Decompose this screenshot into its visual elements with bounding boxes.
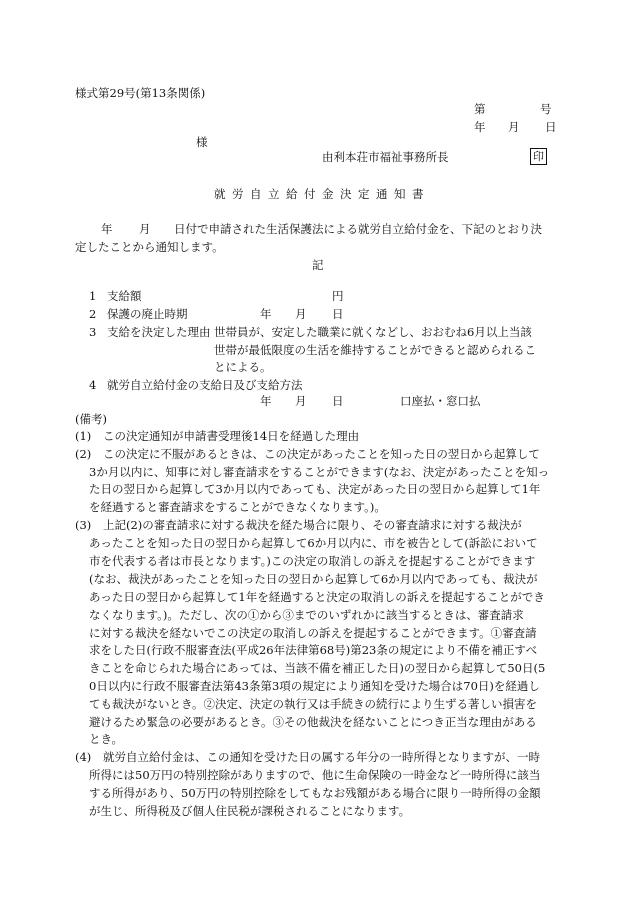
doc-number-prefix: 第 bbox=[474, 102, 486, 116]
remark-3-line: 避けるため緊急の必要があるとき。③その他裁決を経ないことにつき正当な理由がある bbox=[89, 715, 537, 729]
remark-2-line: 3か月以内に、知事に対し審査請求をすることができます(なお、決定があったことを知っ bbox=[89, 465, 550, 479]
item-2-number: 2 bbox=[89, 307, 97, 321]
item-2-month: 月 bbox=[295, 307, 307, 321]
remark-2-line: を経過すると審査請求をすることができなくなります。)。 bbox=[89, 500, 386, 514]
doc-number-suffix: 号 bbox=[540, 102, 552, 116]
issuer-name: 由利本荘市福祉事務所長 bbox=[322, 150, 449, 164]
remark-4-number: (4) bbox=[75, 750, 92, 764]
item-1-label: 支給額 bbox=[107, 289, 142, 303]
form-number-header: 様式第29号(第13条関係) bbox=[75, 86, 206, 100]
intro-year: 年 bbox=[101, 222, 113, 236]
date-year: 年 bbox=[474, 120, 486, 134]
remark-2-line: た日の翌日から起算して3か月以内であっても、決定があった日の翌日から起算して1年 bbox=[89, 482, 541, 496]
item-3-number: 3 bbox=[89, 325, 97, 339]
remark-4-line: する所得があり、50万円の特別控除をしてもなお残額がある場合に限り一時所得の金額 bbox=[89, 786, 541, 800]
item-1-number: 1 bbox=[89, 289, 97, 303]
item-2-day: 日 bbox=[332, 307, 344, 321]
remark-1-line: この決定通知が申請書受理後14日を経過した理由 bbox=[103, 429, 360, 443]
seal-mark: 印 bbox=[530, 148, 547, 165]
item-2-label: 保護の廃止時期 bbox=[107, 307, 188, 321]
remark-3-line: あった日の翌日から起算して1年を経過すると決定の取消しの訴えを提起することができ bbox=[89, 590, 545, 604]
item-4-month: 月 bbox=[295, 394, 307, 408]
remark-3-number: (3) bbox=[75, 518, 92, 532]
item-4-payment-method: 口座払・窓口払 bbox=[400, 394, 481, 408]
remark-3-line: 0日以内に行政不服審査法第43条第3項の規定により通知を受けた場合は70日)を経過し bbox=[89, 679, 540, 693]
remark-3-line: 市を代表する者は市長となります。)この決定の取消しの訴えを提起することができます bbox=[89, 554, 536, 568]
remark-3-line: (なお、裁決があったことを知った日の翌日から起算して6か月以内であっても、裁決が bbox=[89, 572, 538, 586]
remarks-header: (備考) bbox=[75, 412, 107, 426]
item-2-year: 年 bbox=[260, 307, 272, 321]
remark-3-line: 上記(2)の審査請求に対する裁決を経た場合に限り、その審査請求に対する裁決が bbox=[103, 518, 522, 532]
remark-2-number: (2) bbox=[75, 447, 92, 461]
addressee-suffix: 様 bbox=[196, 135, 208, 149]
document-title: 就労自立給付金決定通知書 bbox=[214, 187, 430, 201]
remark-3-line: きことを命じられた場合にあっては、当該不備を補正した日)の翌日から起算して50日(5 bbox=[89, 661, 546, 675]
remark-3-line: とき。 bbox=[89, 732, 124, 746]
item-4-day: 日 bbox=[332, 394, 344, 408]
item-4-number: 4 bbox=[89, 378, 97, 392]
item-3-reason-line: とによる。 bbox=[214, 360, 272, 374]
intro-text-line1: 日付で申請された生活保護法による就労自立給付金を、下記のとおり決 bbox=[174, 222, 542, 236]
remark-1-number: (1) bbox=[75, 429, 92, 443]
remark-3-line: あったことを知った日の翌日から起算して6か月以内に、市を被告として(訴訟において bbox=[89, 536, 538, 550]
remark-4-line: 就労自立給付金は、この通知を受けた日の属する年分の一時所得となりますが、一時 bbox=[103, 750, 540, 764]
remark-3-line: に対する裁決を経ないでこの決定の取消しの訴えを提起することができます。①審査請 bbox=[89, 626, 537, 640]
item-4-year: 年 bbox=[260, 394, 272, 408]
item-1-yen: 円 bbox=[332, 289, 344, 303]
remark-4-line: 所得には50万円の特別控除がありますので、他に生命保険の一時金など一時所得に該当 bbox=[89, 768, 541, 782]
item-3-label: 支給を決定した理由 bbox=[107, 325, 211, 339]
item-4-label: 就労自立給付金の支給日及び支給方法 bbox=[107, 378, 303, 392]
date-month: 月 bbox=[508, 120, 520, 134]
remark-3-line: 求をした日(行政不服審査法(平成26年法律第68号)第23条の規定により不備を補正すべ bbox=[89, 643, 538, 657]
date-day: 日 bbox=[545, 120, 557, 134]
intro-month: 月 bbox=[139, 222, 151, 236]
remark-3-line: なくなります。)。ただし、次の①から③までのいずれかに該当するときは、審査請求 bbox=[89, 608, 524, 622]
remark-3-line: ても裁決がないとき。②決定、決定の執行又は手続きの続行により生ずる著しい損害を bbox=[89, 697, 538, 711]
item-3-reason-line: 世帯員が、安定した職業に就くなどし、おおむね6月以上当該 bbox=[214, 325, 532, 339]
ki-heading: 記 bbox=[312, 258, 324, 272]
intro-text-line2: 定したことから通知します。 bbox=[75, 240, 224, 254]
remark-4-line: が生じ、所得税及び個人住民税が課税されることになります。 bbox=[89, 804, 411, 818]
remark-2-line: この決定に不服があるときは、この決定があったことを知った日の翌日から起算して bbox=[103, 447, 540, 461]
item-3-reason-line: 世帯が最低限度の生活を維持することができると認められるこ bbox=[214, 343, 536, 357]
